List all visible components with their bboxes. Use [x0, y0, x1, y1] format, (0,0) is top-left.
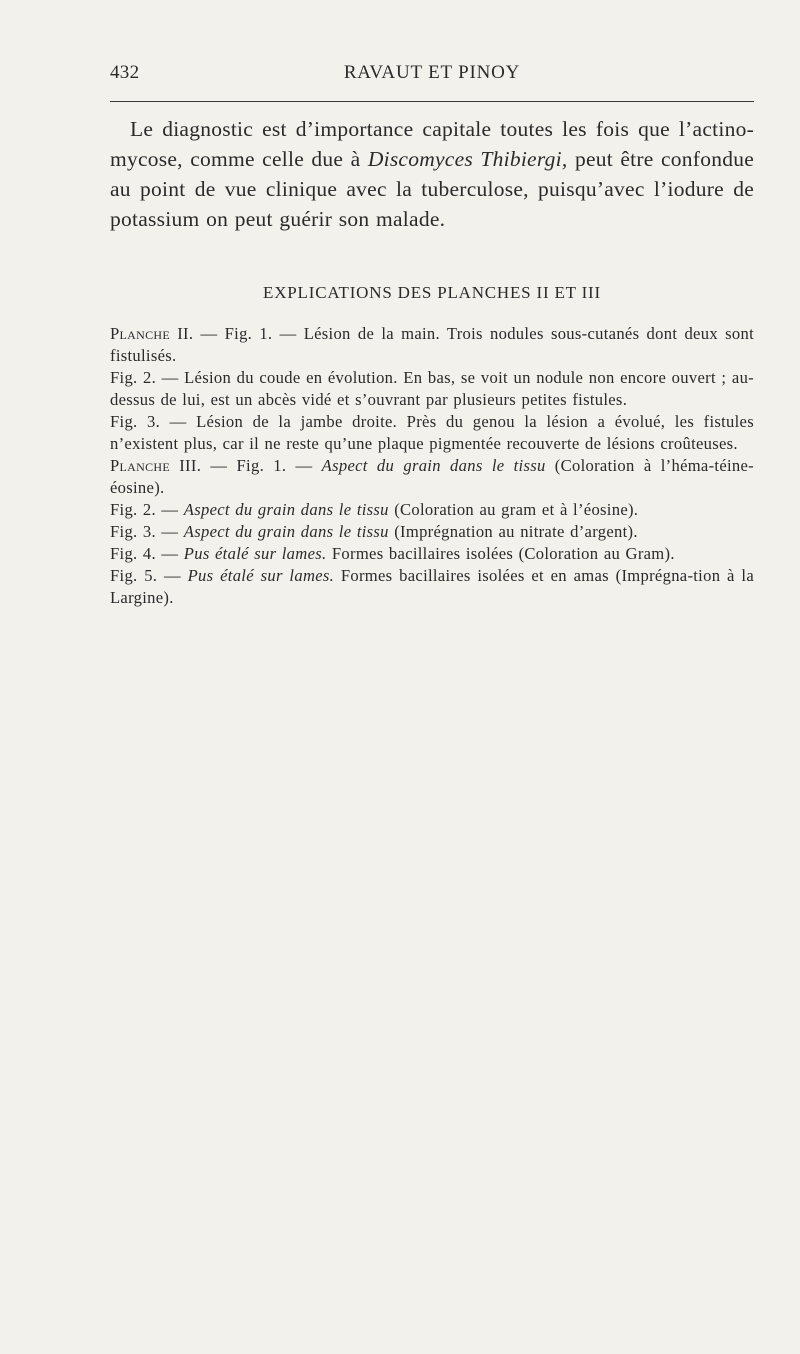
- plate-label: Planche: [110, 456, 170, 475]
- figure-description: Lésion de la jambe droite. Près du genou la lésion a évolué, les fistules n’existent plus, car il ne reste qu’une plaque pigmentée recouverte de lésions croûteuses.: [110, 412, 754, 453]
- figure-description: (Coloration à l’héma-téine-éosine).: [110, 456, 754, 497]
- running-head: [110, 62, 754, 88]
- plate-entry: [110, 543, 754, 565]
- figure-description: Formes bacillaires isolées (Coloration au Gram).: [326, 544, 675, 563]
- figure-italic-caption: Pus étalé sur lames.: [183, 544, 327, 563]
- header-rule: [110, 101, 754, 102]
- plate-entry: [110, 411, 754, 455]
- plate-entry: [110, 565, 754, 609]
- figure-label: Fig. 2. —: [110, 500, 184, 519]
- plate-entry: [110, 499, 754, 521]
- figure-label: — Fig. 1. —: [193, 324, 304, 343]
- figure-description: Lésion de la main. Trois nodules sous-cutanés dont deux sont fistulisés.: [110, 324, 754, 365]
- figure-italic-caption: Aspect du grain dans le tissu: [183, 522, 389, 541]
- plate-label: Planche: [110, 324, 170, 343]
- figure-label: Fig. 5. —: [110, 566, 188, 585]
- figure-label: Fig. 4. —: [110, 544, 184, 563]
- plate-entry: [110, 323, 754, 367]
- figure-italic-caption: Aspect du grain dans le tissu: [183, 500, 389, 519]
- plate-explanations: [110, 323, 754, 609]
- plate-number: II.: [170, 324, 194, 343]
- figure-description: Formes bacillaires isolées et en amas (Imprégna-tion à la Largine).: [110, 566, 754, 607]
- figure-label: Fig. 2. —: [110, 368, 185, 387]
- plate-entry: [110, 455, 754, 499]
- figure-italic-caption: Aspect du grain dans le tissu: [321, 456, 546, 475]
- figure-description: (Coloration au gram et à l’éosine).: [388, 500, 639, 519]
- intro-paragraph: [110, 114, 754, 234]
- running-title: RAVAUT ET PINOY: [343, 62, 521, 83]
- plate-entry: [110, 367, 754, 411]
- page-number: 432: [110, 62, 140, 83]
- figure-label: Fig. 3. —: [110, 522, 184, 541]
- figure-description: (Imprégnation au nitrate d’argent).: [388, 522, 638, 541]
- plate-number: III.: [170, 456, 202, 475]
- figure-label: — Fig. 1. —: [201, 456, 322, 475]
- intro-text-part1: Le diagnostic est d’importance capitale toutes les fois que l’actino-mycose, comme celle due à: [110, 117, 754, 171]
- species-name: Discomyces Thibiergi,: [367, 147, 568, 171]
- figure-label: Fig. 3. —: [110, 412, 197, 431]
- section-title: EXPLICATIONS DES PLANCHES II ET III: [263, 283, 601, 302]
- figure-description: Lésion du coude en évolution. En bas, se voit un nodule non encore ouvert ; au-dessus de lui, est un abcès vidé et s’ouvrant par plusieurs petites fistules.: [110, 368, 754, 409]
- figure-italic-caption: Pus étalé sur lames.: [187, 566, 335, 585]
- plate-entry: [110, 521, 754, 543]
- intro-text-part2: peut être confondue au point de vue clinique avec la tuberculose, puisqu’avec l’iodure de potassium on peut guérir son malade.: [110, 147, 755, 231]
